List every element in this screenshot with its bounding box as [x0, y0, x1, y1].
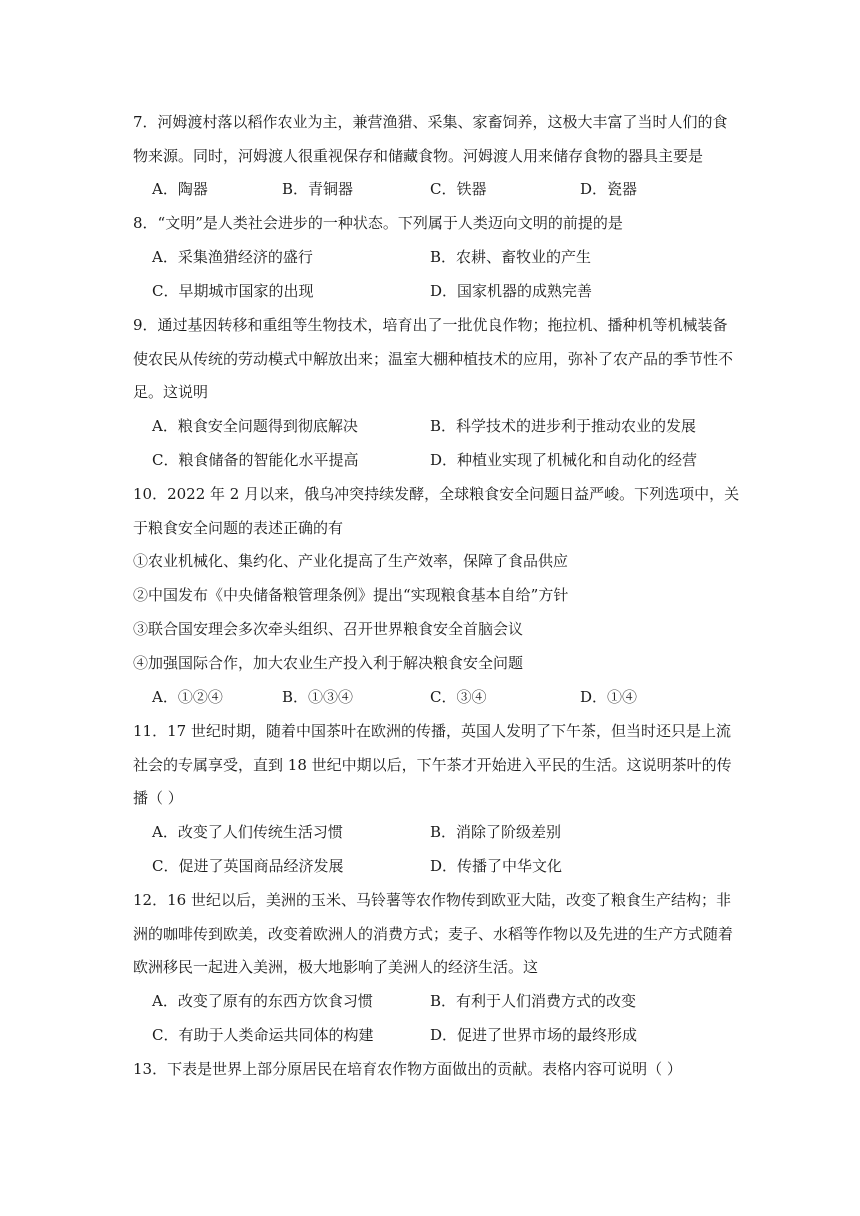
question-12-line-3: 欧洲移民一起进入美洲，极大地影响了美洲人的经济生活。这: [133, 958, 539, 976]
question-10-option-a[interactable]: A．①②④: [152, 688, 223, 706]
question-12-option-a[interactable]: A．改变了原有的东西方饮食习惯: [152, 992, 373, 1010]
question-9-line-3: 足。这说明: [133, 383, 209, 401]
question-12-option-d[interactable]: D．促进了世界市场的最终形成: [430, 1026, 638, 1044]
question-9-line-2: 使农民从传统的劳动模式中解放出来；温室大棚种植技术的应用，弥补了农产品的季节性不: [133, 350, 734, 368]
question-10-statement-1: ①农业机械化、集约化、产业化提高了生产效率，保障了食品供应: [133, 552, 569, 570]
question-10-option-b[interactable]: B．①③④: [282, 688, 354, 706]
question-9-option-c[interactable]: C．粮食储备的智能化水平提高: [152, 451, 359, 469]
question-9-option-b[interactable]: B．科学技术的进步利于推动农业的发展: [430, 417, 697, 435]
question-11-line-2: 社会的专属享受，直到 18 世纪中期以后，下午茶才开始进入平民的生活。这说明茶叶的传: [133, 756, 732, 774]
question-10-line-1: 10．2022 年 2 月以来，俄乌冲突持续发酵，全球粮食安全问题日益严峻。下列选项中，关: [133, 485, 740, 503]
question-11-line-3: 播（ ）: [133, 789, 183, 807]
question-11-line-1: 11．17 世纪时期，随着中国茶叶在欧洲的传播，英国人发明了下午茶，但当时还只是上流: [133, 722, 731, 740]
question-12-option-c[interactable]: C．有助于人类命运共同体的构建: [152, 1026, 374, 1044]
question-7-option-b[interactable]: B．青铜器: [282, 180, 354, 198]
question-11-option-c[interactable]: C．促进了英国商品经济发展: [152, 857, 344, 875]
question-11-option-d[interactable]: D．传播了中华文化: [430, 857, 563, 875]
question-8-option-b[interactable]: B．农耕、畜牧业的产生: [430, 248, 592, 266]
question-10-statement-3: ③联合国安理会多次牵头组织、召开世界粮食安全首脑会议: [133, 620, 524, 638]
question-7-option-a[interactable]: A．陶器: [152, 180, 208, 198]
question-9-option-d[interactable]: D．种植业实现了机械化和自动化的经营: [430, 451, 698, 469]
question-7-option-d[interactable]: D．瓷器: [580, 180, 638, 198]
question-9-line-1: 9．通过基因转移和重组等生物技术，培育出了一批优良作物；拖拉机、播种机等机械装备: [133, 316, 728, 334]
question-8-option-a[interactable]: A．采集渔猎经济的盛行: [152, 248, 313, 266]
question-10-statement-4: ④加强国际合作，加大农业生产投入利于解决粮食安全问题: [133, 654, 524, 672]
question-8-line-1: 8．“文明”是人类社会进步的一种状态。下列属于人类迈向文明的前提的是: [133, 214, 623, 232]
question-12-line-2: 洲的咖啡传到欧美，改变着欧洲人的消费方式；麦子、水稻等作物以及先进的生产方式随着: [133, 925, 734, 943]
question-8-option-c[interactable]: C．早期城市国家的出现: [152, 282, 314, 300]
question-8-option-d[interactable]: D．国家机器的成熟完善: [430, 282, 593, 300]
question-12-line-1: 12．16 世纪以后，美洲的玉米、马铃薯等农作物传到欧亚大陆，改变了粮食生产结构；非: [133, 891, 731, 909]
question-10-option-c[interactable]: C．③④: [430, 688, 487, 706]
question-11-option-a[interactable]: A．改变了人们传统生活习惯: [152, 823, 343, 841]
question-7-line-1: 7．河姆渡村落以稻作农业为主，兼营渔猎、采集、家畜饲养，这极大丰富了当时人们的食: [133, 113, 728, 131]
question-9-option-a[interactable]: A．粮食安全问题得到彻底解决: [152, 417, 358, 435]
question-11-option-b[interactable]: B．消除了阶级差别: [430, 823, 562, 841]
question-10-option-d[interactable]: D．①④: [580, 688, 638, 706]
question-10-line-2: 于粮食安全问题的表述正确的有: [133, 519, 344, 537]
question-13-line-1: 13．下表是世界上部分原居民在培育农作物方面做出的贡献。表格内容可说明（ ）: [133, 1060, 682, 1078]
question-7-option-c[interactable]: C．铁器: [430, 180, 487, 198]
question-10-statement-2: ②中国发布《中央储备粮管理条例》提出“实现粮食基本自给”方针: [133, 586, 569, 604]
question-7-line-2: 物来源。同时，河姆渡人很重视保存和储藏食物。河姆渡人用来储存食物的器具主要是: [133, 147, 704, 165]
question-12-option-b[interactable]: B．有利于人们消费方式的改变: [430, 992, 637, 1010]
